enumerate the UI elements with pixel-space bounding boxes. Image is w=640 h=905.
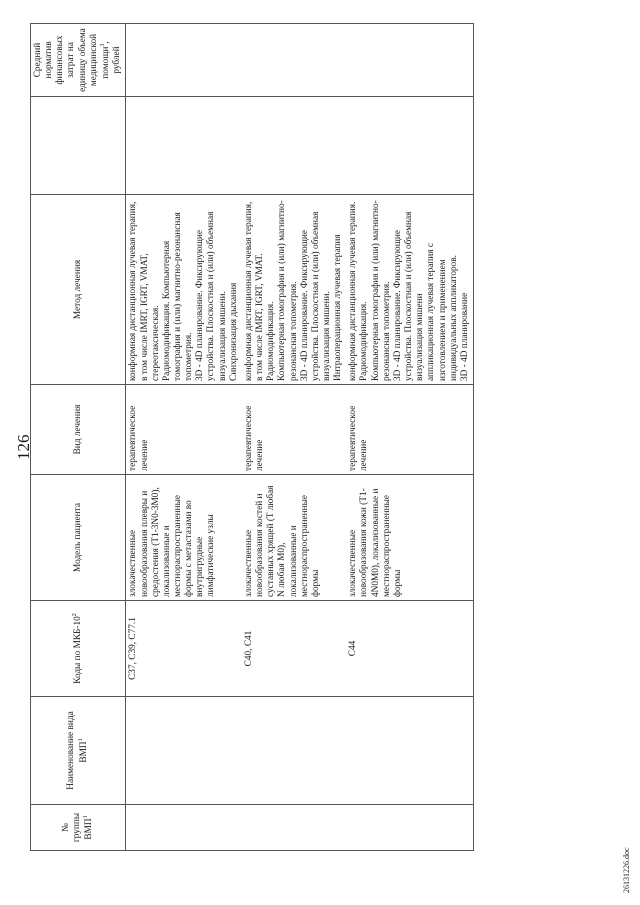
cell-empty <box>242 97 346 195</box>
cell-group-no <box>126 805 242 851</box>
treatment-method-line: Радиомодификация. Компьютерная томография и (или) магнитно-резонансная топометрия. <box>161 212 195 381</box>
vmp-table <box>30 23 474 851</box>
treatment-method-line: конформная дистанционная лучевая терапия, в том числе IMRT, IGRT, VMAT, стереотаксическая. <box>128 201 161 381</box>
cell-icd-codes: C40, C41 <box>242 601 346 697</box>
footer-doc-code: 26131226.doc <box>622 847 631 893</box>
header-patient-model: Модель пациента <box>31 475 126 601</box>
cell-avg-cost <box>346 24 473 97</box>
header-empty <box>31 97 126 195</box>
treatment-method-line: 3D - 4D планирование. Фиксирующие устройства. Плоскостная и (или) объемная визуализация мишени. <box>299 211 332 381</box>
cell-vmp-name <box>346 697 473 805</box>
header-vmp-name: Наименование вида ВМП$^1$ <box>31 697 126 805</box>
treatment-method-line: Интраоперационная лучевая терапия <box>333 234 344 381</box>
page-number: 126 <box>14 434 33 460</box>
cell-empty <box>346 97 473 195</box>
treatment-method-line: Компьютерная томография и (или) магнитно-резонансная топометрия. <box>277 200 299 381</box>
cell-patient-model: злокачественные новообразования костей и суставных хрящей (T любая N любая M0), локализованные и местнораспространенные формы <box>242 475 346 601</box>
header-group-no: № группы ВМП$^1$ <box>31 805 126 851</box>
cell-group-no <box>346 805 473 851</box>
table-row <box>346 24 473 851</box>
treatment-method-line: 3D - 4D планирование <box>459 292 470 381</box>
treatment-method-line: 3D - 4D планирование. Фиксирующие устройства. Плоскостная и (или) объемная визуализация мишени. <box>195 211 228 381</box>
header-icd-codes: Коды по МКБ-$10^2$ <box>31 601 126 697</box>
treatment-method-line: конформная дистанционная лучевая терапия, в том числе IMRT, IGRT, VMAT. Радиомодификация. <box>243 201 277 381</box>
cell-treatment-type: терапевтическое лечение <box>126 385 242 475</box>
cell-avg-cost <box>242 24 346 97</box>
treatment-method-line: конформная дистанционная лучевая терапия. Радиомодификация. <box>348 201 370 381</box>
cell-empty <box>126 97 242 195</box>
cell-treatment-method <box>126 195 242 385</box>
header-treatment-method: Метод лечения <box>31 195 126 385</box>
cell-vmp-name <box>242 697 346 805</box>
cell-icd-codes: C37, C39, C77.1 <box>126 601 242 697</box>
table-header-row <box>31 24 126 851</box>
table-row <box>242 24 346 851</box>
cell-vmp-name <box>126 697 242 805</box>
table-row <box>126 24 242 851</box>
cell-treatment-method <box>346 195 473 385</box>
header-avg-cost: Средний норматив финансовых затрат на единицу объема медицинской помощи$^3$, рублей <box>31 24 126 97</box>
cell-treatment-method <box>242 195 346 385</box>
treatment-method-line: 3D - 4D планирование. Фиксирующие устройства. Плоскостная и (или) объемная визуализация мишени <box>392 211 426 381</box>
cell-patient-model: злокачественные новообразования плевры и средостения (T1-3N0-3M0), локализованные и местнораспространенные формы с метастазами во внутригрудные лимфатические узлы <box>126 475 242 601</box>
cell-icd-codes: C44 <box>346 601 473 697</box>
treatment-method-line: аппликационная лучевая терапия с изготовлением и применением индивидуальных аппликаторов. <box>426 243 459 381</box>
cell-group-no <box>242 805 346 851</box>
cell-avg-cost <box>126 24 242 97</box>
treatment-method-line: Компьютерная томография и (или) магнитно-резонансная топометрия. <box>370 200 392 381</box>
cell-treatment-type: терапевтическое лечение <box>346 385 473 475</box>
cell-treatment-type: терапевтическое лечение <box>242 385 346 475</box>
header-treatment-type: Вид лечения <box>31 385 126 475</box>
cell-patient-model: злокачественные новообразования кожи (T1-4N0M0), локализованные и местнораспространенные формы <box>346 475 473 601</box>
treatment-method-line: Синхронизация дыхания <box>228 282 239 381</box>
